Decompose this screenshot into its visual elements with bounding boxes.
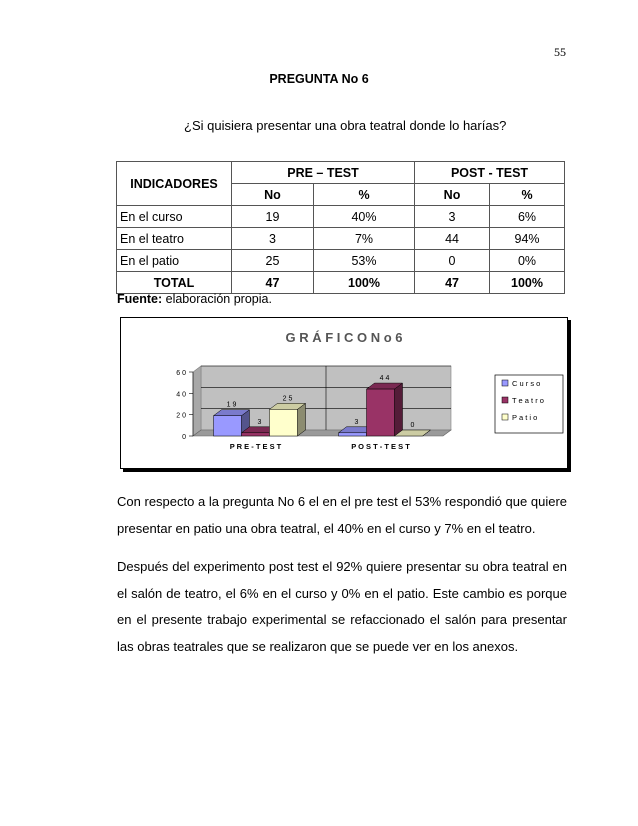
pre-test-header: PRE – TEST [232, 162, 415, 184]
data-label: 1 9 [226, 401, 237, 409]
paragraph-2: Después del experimento post test el 92% quiere presentar su obra teatral en el salón de teatro, el 6% en el curso y 0% en el patio. Este cambio es porque en el presente trabajo experimental se refaccionado el salón para presentar las obras teatrales que se realizaron que se puede ver en los anexos. [117, 559, 567, 654]
indicadores-header: INDICADORES [117, 162, 232, 206]
page-title: PREGUNTA No 6 [269, 72, 369, 86]
bar-1-1 [367, 389, 395, 436]
y-tick-label: 0 [182, 434, 186, 441]
table-cell: 100% [314, 272, 415, 294]
y-tick-label: 6 0 [176, 370, 186, 377]
legend-swatch [502, 414, 508, 420]
total-label: TOTAL [117, 272, 232, 294]
table-cell: 25 [232, 250, 314, 272]
chart-frame [120, 317, 568, 469]
x-tick-label: P O S T - T E S T [351, 442, 410, 451]
table-cell: 3 [415, 206, 490, 228]
legend-swatch [502, 397, 508, 403]
y-tick-label: 4 0 [176, 391, 186, 399]
y-tick-label: 2 0 [176, 412, 186, 420]
data-label: 0 [410, 422, 415, 429]
page-number: 55 [554, 45, 566, 59]
table-row [117, 228, 565, 250]
table-cell: 6% [490, 206, 565, 228]
bar-chart [121, 318, 567, 468]
table-row [117, 206, 565, 228]
table-cell: 44 [415, 228, 490, 250]
table-cell: 47 [232, 272, 314, 294]
post-test-header: POST - TEST [415, 162, 565, 184]
data-label: 3 [354, 418, 359, 426]
legend-label: T e a t r o [512, 396, 544, 405]
table-cell: 100% [490, 272, 565, 294]
row-label: En el patio [117, 250, 232, 272]
row-label: En el teatro [117, 228, 232, 250]
table-cell: 3 [232, 228, 314, 250]
x-tick-label: P R E - T E S T [229, 442, 282, 451]
table-cell: 0% [490, 250, 565, 272]
table-cell: 94% [490, 228, 565, 250]
total-row [117, 272, 565, 294]
table-cell: 53% [314, 250, 415, 272]
sub-header: % [314, 184, 415, 206]
table-cell: 47 [415, 272, 490, 294]
table-cell: 7% [314, 228, 415, 250]
table-cell: 0 [415, 250, 490, 272]
data-label: 2 5 [282, 395, 293, 403]
sub-header: No [415, 184, 490, 206]
legend-swatch [502, 380, 508, 386]
plot-side-wall [193, 366, 201, 436]
source-note [117, 292, 272, 306]
data-label: 3 [257, 418, 262, 426]
table-cell: 19 [232, 206, 314, 228]
paragraph-1: Con respecto a la pregunta No 6 el en el pre test el 53% respondió que quiere presentar en patio una obra teatral, el 40% en el curso y 7% en el teatro. [117, 494, 567, 536]
bar-0-0 [214, 416, 242, 436]
question-text: ¿Si quisiera presentar una obra teatral donde lo harías? [184, 118, 507, 133]
sub-header: % [490, 184, 565, 206]
bar-0-1 [242, 433, 270, 436]
bar-0-2 [270, 409, 298, 436]
chart-title: G R Á F I C O N o 6 [285, 330, 403, 345]
results-table [116, 161, 565, 294]
table-cell: 40% [314, 206, 415, 228]
legend-label: C u r s o [512, 379, 541, 388]
legend-label: P a t i o [512, 413, 538, 422]
source-label: Fuente: [117, 292, 163, 306]
data-label: 4 4 [379, 375, 390, 383]
bar-1-0 [339, 433, 367, 436]
bar-side [395, 383, 403, 436]
source-text: elaboración propia. [162, 292, 272, 306]
row-label: En el curso [117, 206, 232, 228]
sub-header: No [232, 184, 314, 206]
table-row [117, 250, 565, 272]
